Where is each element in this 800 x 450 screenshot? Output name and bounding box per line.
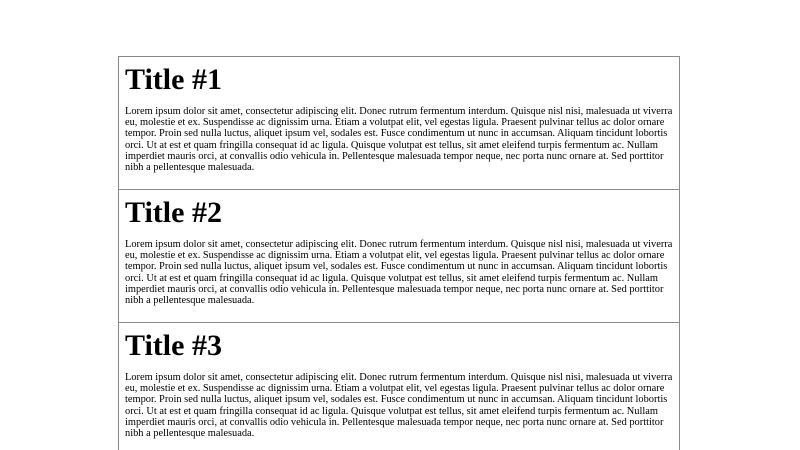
card-3 [118, 323, 680, 450]
card-body-text: Lorem ipsum dolor sit amet, consectetur adipiscing elit. Donec rutrum fermentum interdum. Quisque nisl nisi, malesuada ut viverra eu, molestie et ex. Suspendisse ac dignissim urna. Etiam a volutpat elit, vel egestas ligula. Praesent pulvinar tellus ac dolor ornare tempor. Proin sed nulla luctus, aliquet ipsum vel, sodales est. Fusce condimentum ut nunc in accumsan. Aliquam tincidunt lobortis orci. Ut at est et quam fringilla consequat id ac ligula. Quisque volutpat est tellus, sit amet eleifend turpis fermentum ac. Nullam imperdiet mauris orci, at convallis odio vehicula in. Pellentesque malesuada tempor neque, nec porta nunc ornare at. Sed porttitor nibh a pellentesque malesuada. [125, 239, 673, 307]
card-title: Title #3 [125, 329, 222, 362]
card-body-text: Lorem ipsum dolor sit amet, consectetur adipiscing elit. Donec rutrum fermentum interdum. Quisque nisl nisi, malesuada ut viverra eu, molestie et ex. Suspendisse ac dignissim urna. Etiam a volutpat elit, vel egestas ligula. Praesent pulvinar tellus ac dolor ornare tempor. Proin sed nulla luctus, aliquet ipsum vel, sodales est. Fusce condimentum ut nunc in accumsan. Aliquam tincidunt lobortis orci. Ut at est et quam fringilla consequat id ac ligula. Quisque volutpat est tellus, sit amet eleifend turpis fermentum ac. Nullam imperdiet mauris orci, at convallis odio vehicula in. Pellentesque malesuada tempor neque, nec porta nunc ornare at. Sed porttitor nibh a pellentesque malesuada. [125, 106, 673, 174]
card-title: Title #1 [125, 63, 222, 96]
card-body-text: Lorem ipsum dolor sit amet, consectetur adipiscing elit. Donec rutrum fermentum interdum. Quisque nisl nisi, malesuada ut viverra eu, molestie et ex. Suspendisse ac dignissim urna. Etiam a volutpat elit, vel egestas ligula. Praesent pulvinar tellus ac dolor ornare tempor. Proin sed nulla luctus, aliquet ipsum vel, sodales est. Fusce condimentum ut nunc in accumsan. Aliquam tincidunt lobortis orci. Ut at est et quam fringilla consequat id ac ligula. Quisque volutpat est tellus, sit amet eleifend turpis fermentum ac. Nullam imperdiet mauris orci, at convallis odio vehicula in. Pellentesque malesuada tempor neque, nec porta nunc ornare at. Sed porttitor nibh a pellentesque malesuada. [125, 372, 673, 440]
card-1 [118, 57, 680, 190]
card-list [118, 56, 680, 450]
card-2 [118, 190, 680, 323]
card-title: Title #2 [125, 196, 222, 229]
